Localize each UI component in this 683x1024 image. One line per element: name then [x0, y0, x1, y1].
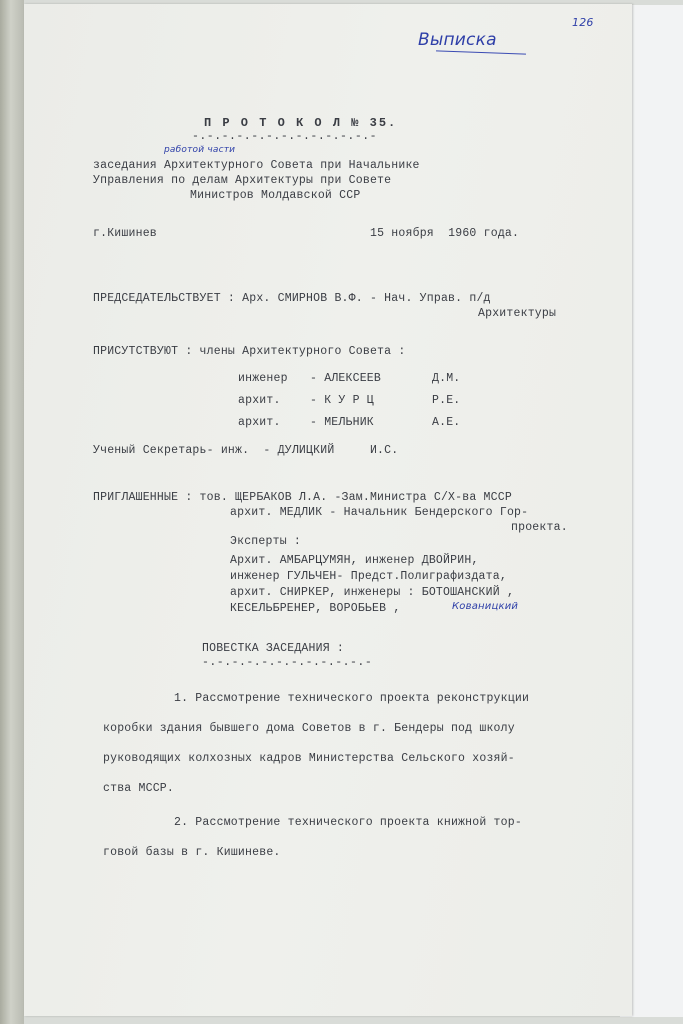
member-role: архит. [238, 394, 281, 407]
subtitle-line-1: заседания Архитектурного Совета при Начальнике [93, 159, 420, 172]
member-name: - АЛЕКСЕЕВ [310, 372, 382, 385]
member-name: - МЕЛЬНИК [310, 416, 374, 429]
handwritten-insert: работой части [164, 145, 236, 155]
member-initials: Р.Е. [432, 394, 461, 407]
member-role: архит. [238, 416, 281, 429]
city: г.Кишинев [93, 227, 157, 240]
chair-line-2: Архитектуры [478, 307, 557, 320]
invited-line-1: ПРИГЛАШЕННЫЕ : тов. ЩЕРБАКОВ Л.А. -Зам.Министра С/Х-ва МССР [93, 491, 512, 504]
agenda-heading: ПОВЕСТКА ЗАСЕДАНИЯ : [202, 642, 345, 655]
experts-label: Эксперты : [230, 535, 302, 548]
page-number: 126 [572, 16, 594, 29]
experts-line-2: инженер ГУЛЬЧЕН- Предст.Полиграфиздата, [230, 570, 507, 583]
experts-line-3: архит. СНИРКЕР, инженеры : БОТОШАНСКИЙ , [230, 586, 515, 599]
invited-line-3: проекта. [511, 521, 568, 534]
handwritten-added-name: Кованицкий [452, 601, 519, 612]
invited-line-2: архит. МЕДЛИК - Начальник Бендерского Гор- [230, 506, 529, 519]
present-heading: ПРИСУТСТВУЮТ : члены Архитектурного Совета : [93, 345, 406, 358]
chair-line: ПРЕДСЕДАТЕЛЬСТВУЕТ : Арх. СМИРНОВ В.Ф. - Нач. Управ. п/д [93, 292, 491, 305]
subtitle-line-2: Управления по делам Архитектуры при Совете [93, 174, 392, 187]
title-rule: -.-.-.-.-.-.-.-.-.-.-.-.- [192, 130, 378, 143]
experts-line-1: Архит. АМБАРЦУМЯН, инженер ДВОЙРИН, [230, 554, 479, 567]
agenda-item-2-line-1: 2. Рассмотрение технического проекта книжной тор- [174, 816, 522, 829]
member-initials: Д.М. [432, 372, 461, 385]
agenda-item-1-line-3: руководящих колхозных кадров Министерства Сельского хозяй- [103, 752, 515, 765]
stamp-note-vypiska: Выписка [418, 30, 497, 50]
protocol-title: П Р О Т О К О Л № 35. [204, 116, 398, 130]
book-binding [0, 0, 24, 1024]
agenda-item-1-line-2: коробки здания бывшего дома Советов в г. Бендеры под школу [103, 722, 515, 735]
agenda-heading-rule: -.-.-.-.-.-.-.-.-.-.-.- [202, 656, 373, 669]
subtitle-line-3: Министров Молдавской ССР [190, 189, 361, 202]
agenda-item-1-line-1: 1. Рассмотрение технического проекта реконструкции [174, 692, 530, 705]
stamp-note-underline [436, 50, 526, 54]
document-page [24, 4, 632, 1016]
secretary-line: Ученый Секретарь- инж. - ДУЛИЦКИЙ И.С. [93, 444, 399, 457]
member-role: инженер [238, 372, 288, 385]
meeting-date: 15 ноября 1960 года. [370, 227, 520, 240]
member-initials: А.Е. [432, 416, 461, 429]
member-name: - К У Р Ц [310, 394, 374, 407]
experts-line-4: КЕСЕЛЬБРЕНЕР, ВОРОБЬЕВ , [230, 602, 401, 615]
agenda-item-2-line-2: говой базы в г. Кишиневе. [103, 846, 281, 859]
agenda-item-1-line-4: ства МССР. [103, 782, 175, 795]
